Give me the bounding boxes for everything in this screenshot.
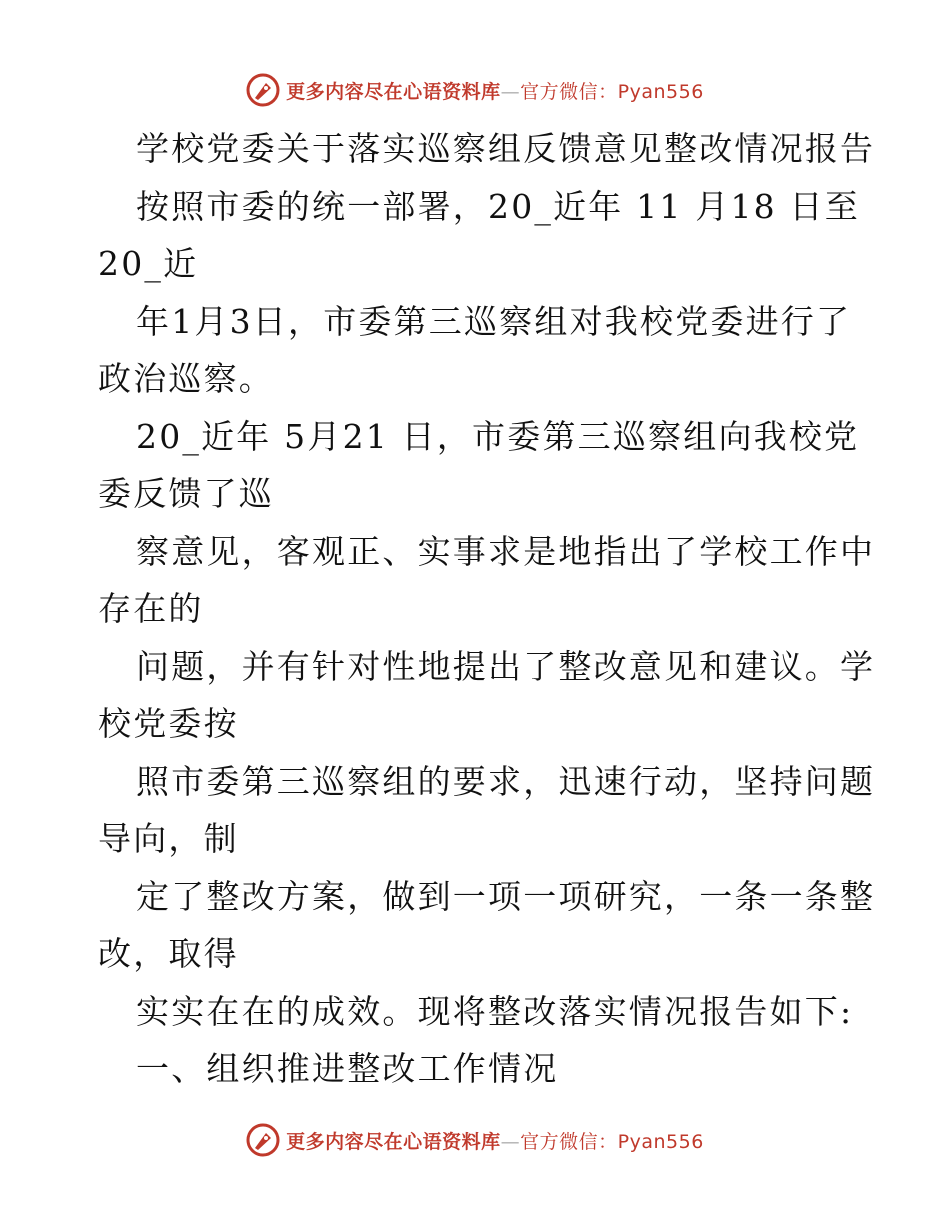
banner-main-text: 更多内容尽在心语资料库 [286, 1130, 501, 1153]
banner-separator: — [500, 1130, 521, 1153]
footer-banner [0, 1120, 950, 1160]
document-line: 政治巡察。 [98, 359, 274, 398]
header-banner [0, 70, 950, 110]
banner-wechat-text: 官方微信：Pyan556 [520, 1130, 704, 1153]
banner-separator: — [500, 80, 521, 103]
document-line: 20_近 [98, 244, 199, 283]
banner-wechat-text: 官方微信：Pyan556 [520, 80, 704, 103]
document-line: 委反馈了巡 [98, 474, 274, 513]
document-line: 实实在在的成效。现将整改落实情况报告如下: [136, 991, 854, 1031]
document-line: 校党委按 [98, 704, 239, 743]
document-line: 存在的 [98, 589, 204, 628]
document-line: 改，取得 [98, 934, 239, 973]
document-line: 定了整改方案，做到一项一项研究，一条一条整 [136, 876, 876, 916]
banner-text [286, 1127, 704, 1154]
document-line: 导向，制 [98, 819, 239, 858]
pen-nib-logo-icon [246, 1123, 280, 1157]
document-line: 20_近年 5月21 日，市委第三巡察组向我校党 [136, 416, 860, 456]
document-line: 年1月3日，市委第三巡察组对我校党委进行了 [136, 301, 852, 341]
document-line: 察意见，客观正、实事求是地指出了学校工作中 [136, 531, 876, 571]
pen-nib-logo-icon [246, 73, 280, 107]
document-line: 照市委第三巡察组的要求，迅速行动，坚持问题 [136, 761, 876, 801]
banner-main-text: 更多内容尽在心语资料库 [286, 80, 501, 103]
document-line: 按照市委的统一部署，20_近年 11 月18 日至 [136, 186, 860, 226]
document-line: 一、组织推进整改工作情况 [136, 1049, 559, 1088]
banner-text [286, 77, 704, 104]
document-line: 学校党委关于落实巡察组反馈意见整改情况报告 [136, 129, 876, 168]
document-body [98, 120, 876, 1098]
document-line: 问题，并有针对性地提出了整改意见和建议。学 [136, 646, 876, 686]
